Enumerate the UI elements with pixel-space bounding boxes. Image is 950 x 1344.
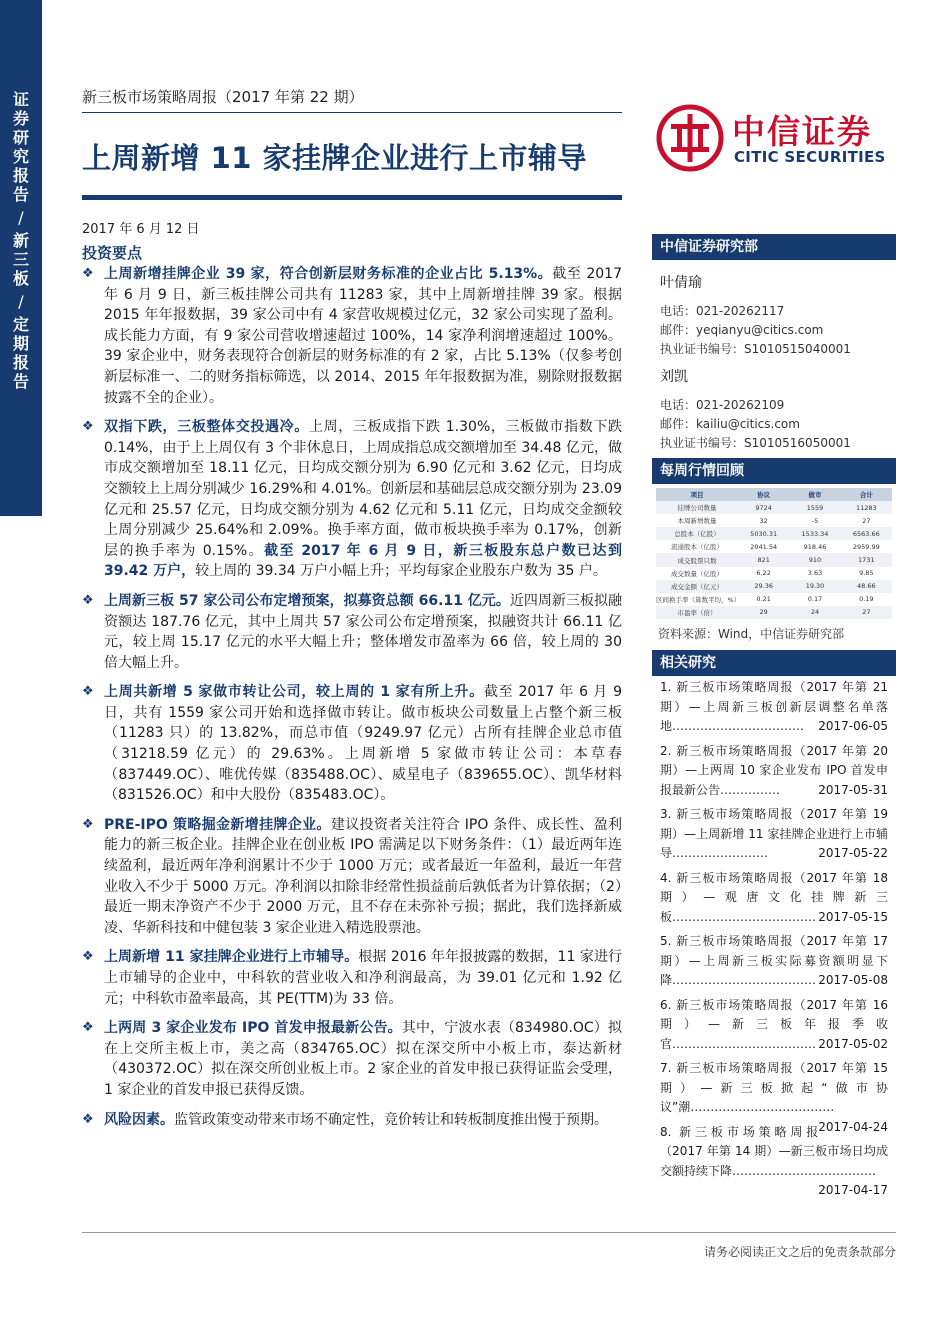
highlight-item (82, 417, 622, 582)
highlight-body: 监管政策变动带来市场不确定性，竞价转让和转板制度推出慢于预期。 (174, 1111, 608, 1128)
related-research-title: 5. 新三板市场策略周报（2017 年第 17 期）—上周新三板实际募资额明显下降……………………………… (660, 934, 888, 987)
related-research-list (660, 678, 888, 1201)
related-research-title: 1. 新三板市场策略周报（2017 年第 21 期）—上周新三板创新层调整名单落地…………………………… (660, 680, 888, 733)
table-header-cell: 协议 (738, 488, 789, 501)
analyst-block (660, 366, 904, 453)
table-row (656, 540, 892, 553)
table-row (656, 553, 892, 566)
table-cell: 910 (789, 553, 840, 566)
highlight-body: 根据 2016 年年报披露的数据，11 家进行上市辅导的企业中，中科软的营业收入和净利润最高，为 39.01 亿元和 1.92 亿元；中科软市盈率最高，其 PE(TTM)为 33 倍。 (104, 949, 623, 1007)
logo-english: CITIC SECURITIES (734, 148, 886, 166)
research-dept-header: 中信证券研究部 (652, 234, 896, 260)
highlight-lead: 双指下跌，三板整体交投遇冷。 (104, 419, 309, 436)
table-cell: 成交金额（亿元） (656, 580, 738, 593)
related-research-title: 6. 新三板市场策略周报（2017 年第 16 期）—新三板年报季收官……………………………… (660, 997, 888, 1051)
highlight-body: 截至 2017 年 6 月 9 日，新三板挂牌公司共有 11283 家，其中上周新增挂牌 39 家。根据 2015 年年报数据，39 家公司中有 4 家营收规模过亿元，32 家公司实现了盈利。成长能力方面，有 9 家公司营收增速超过 100%，14 家净利润增速超过 100%。39 家企业中，财务表现符合创新层的财务标准的有 2 家，占比 5.13%（仅参考创新层标准一、二的财务指标筛选，以 2014、2015 年年报数据为准，剔除财报数据披露不全的企业）。 (104, 266, 622, 406)
highlight-lead: 上周新三板 57 家公司公布定增预案，拟募资总额 66.11 亿元。 (104, 592, 510, 609)
analyst-email[interactable]: 邮件：kailiu@citics.com (660, 417, 800, 431)
highlight-body: 其中，宁波水表（834980.OC）拟在上交所主板上市，美之高（834765.OC）拟在深交所中小板上市，泰达新材（430372.OC）拟在深交所创业板上市。2 家企业的首发申报已获得证监会受理，1 家企业的首发申报已获得反馈。 (104, 1020, 622, 1098)
side-label-board: 新三板 (13, 231, 30, 288)
table-cell: 区间换手率（算数平均，%） (656, 595, 741, 604)
diamond-bullet-icon: ❖ (82, 1111, 94, 1127)
table-cell: 27 (862, 516, 871, 525)
analyst-name: 刘凯 (660, 369, 688, 385)
table-cell: 0.21 (756, 595, 771, 604)
related-research-title: 4. 新三板市场策略周报（2017 年第 18 期）—观唐文化挂牌新三板……………………………… (660, 870, 888, 924)
table-cell: 32 (759, 516, 768, 525)
side-separator: / (18, 208, 24, 227)
highlight-item (82, 1018, 622, 1100)
related-research-title: 2. 新三板市场策略周报（2017 年第 20 期）—上两周 10 家企业发布 IPO 首发申报最新公告…………… (660, 743, 888, 797)
analyst-name: 叶倩瑜 (660, 275, 702, 291)
table-cell: 成交股票只数 (656, 553, 738, 566)
highlight-body: 建议投资者关注符合 IPO 条件、成长性、盈利能力的新三板企业。挂牌企业在创业板 IPO 需满足以下财务条件：（1）最近两年连续盈利，最近两年净利润累计不少于 1000 万元；或者最近一年盈利，最近一年营业收入不少于 5000 万元。净利润以扣除非经常性损益前后孰低者为计算依据；（2）最近一期末净资产不少于 2000 万元，且不存在未弥补亏损；据此，我们选择新威凌、华新科技和中健包装 3 家企业进入精选股票池。 (104, 816, 622, 936)
highlight-lead: 上周共新增 5 家做市转让公司，较上周的 1 家有所上升。 (104, 684, 484, 701)
side-label-report-type: 证券研究报告 (13, 90, 30, 204)
analyst-phone: 电话：021-20262117 (660, 304, 785, 318)
diamond-bullet-icon: ❖ (82, 419, 94, 435)
related-research-title: 7. 新三板市场策略周报（2017 年第 15 期）—新三板掀起“做市协议”潮……………………………… (660, 1061, 888, 1114)
highlight-item (82, 591, 622, 673)
table-cell: 0.19 (859, 595, 874, 604)
table-cell: 1533.34 (789, 527, 840, 540)
highlight-lead: 上周新增挂牌企业 39 家，符合创新层财务标准的企业占比 5.13%。 (104, 266, 553, 282)
table-cell: 成交数量（亿股） (671, 569, 723, 578)
highlight-item (82, 264, 622, 408)
related-research-date: 2017-04-17 (818, 1183, 888, 1197)
table-cell: 19.30 (789, 580, 840, 593)
related-research-item[interactable] (660, 869, 888, 928)
weekly-review-header: 每周行情回顾 (652, 458, 896, 484)
logo-chinese: 中信证券 (732, 112, 872, 151)
related-research-title: 8. 新三板市场策略周报（2017 年第 14 期）—新三板市场日均成交额持续下降……………………………… (660, 1124, 888, 1178)
table-cell: 挂牌公司数量 (656, 501, 738, 514)
table-cell: 24 (789, 606, 840, 619)
table-row (656, 593, 892, 606)
highlight-body: 近四周新三板拟融资额达 187.76 亿元，其中上周共 57 家公司公布定增预案，拟融资共计 66.11 亿元，较上周 15.17 亿元的水平大幅上升；整体增发市盈率为 66 倍，较上周的 30 倍大幅上升。 (104, 592, 622, 671)
table-source-note: 资料来源：Wind，中信证券研究部 (658, 627, 845, 641)
highlight-lead: 风险因素。 (104, 1111, 174, 1128)
table-cell: 6563.66 (841, 527, 892, 540)
table-row (656, 527, 892, 540)
table-row (656, 606, 892, 619)
report-date: 2017 年 6 月 12 日 (82, 222, 200, 237)
diamond-bullet-icon: ❖ (82, 949, 94, 965)
table-cell: 29 (738, 606, 789, 619)
related-research-item[interactable] (660, 678, 888, 737)
table-cell: 9724 (738, 501, 789, 514)
table-cell: 9.85 (859, 569, 874, 578)
table-cell: 市盈率（倍） (656, 606, 738, 619)
diamond-bullet-icon: ❖ (82, 816, 94, 832)
highlight-lead: 上两周 3 家企业发布 IPO 首发申报最新公告。 (104, 1020, 402, 1037)
related-research-title: 3. 新三板市场策略周报（2017 年第 19 期）—上周新增 11 家挂牌企业进行上市辅导…………………… (660, 807, 888, 860)
analyst-phone: 电话：021-20262109 (660, 398, 785, 412)
table-cell: 本周新增数量 (677, 517, 717, 526)
investment-highlights-heading: 投资要点 (82, 244, 143, 262)
table-row (656, 501, 892, 514)
analyst-cert: 执业证书编号：S1010515040001 (660, 342, 851, 356)
table-cell: 821 (738, 553, 789, 566)
related-research-date: 2017-05-02 (818, 1036, 888, 1051)
side-labels (0, 90, 42, 391)
header-divider (82, 112, 622, 113)
table-cell: 29.36 (738, 580, 789, 593)
table-header-cell: 做市 (789, 488, 840, 501)
table-header-cell: 项目 (656, 488, 738, 501)
diamond-bullet-icon: ❖ (82, 266, 94, 281)
related-research-item[interactable] (660, 1059, 888, 1134)
table-cell: 2041.54 (750, 542, 778, 551)
footer-divider (82, 1232, 896, 1233)
diamond-bullet-icon: ❖ (82, 1020, 94, 1036)
highlight-emphasis: 截至 2017 年 6 月 9 日，新三板股东总户数已达到 39.42 万户， (104, 542, 622, 580)
related-research-date: 2017-05-22 (818, 846, 888, 860)
side-separator: / (18, 292, 24, 311)
table-cell: 1559 (789, 501, 840, 514)
table-cell: 11283 (841, 501, 892, 514)
analyst-cert: 执业证书编号：S1010516050001 (660, 436, 851, 450)
table-header-row (656, 488, 892, 501)
related-research-date: 2017-05-31 (818, 782, 888, 797)
report-series-subtitle: 新三板市场策略周报（2017 年第 22 期） (82, 88, 364, 106)
diamond-bullet-icon: ❖ (82, 684, 94, 700)
related-research-date: 2017-05-15 (818, 909, 888, 924)
table-header-cell: 合计 (841, 488, 892, 501)
highlight-body: 上周，三板成指下跌 1.30%，三板做市指数下跌 0.14%，由于上上周仅有 3 个非休息日，上周成指总成交额增加至 34.48 亿元，做市成交额增加至 18.11 亿元，日均成交额分别为 6.90 亿元和 3.62 亿元，日均成交额较上上周分别减少 16.29%和 4.01%。创新层和基础层总成交额分别为 23.09 亿元和 25.57 亿元，日均成交额分别为 4.62 亿元和 5.11 亿元，日均成交金额较上周分别减少 25.64%和 2.09%。换手率方面，做市板块换手率为 0.17%，创新层的换手率为 0.15%。 (104, 419, 622, 559)
highlight-item (82, 1110, 622, 1131)
highlight-lead: 上周新增 11 家挂牌企业进行上市辅导。 (104, 949, 359, 966)
related-research-date: 2017-05-08 (818, 973, 888, 987)
table-cell: 总股本（亿股） (656, 527, 738, 540)
related-research-item[interactable] (660, 742, 888, 801)
table-cell: 流通股本（亿股） (671, 543, 723, 552)
highlight-item (82, 682, 622, 806)
table-cell: 27 (841, 606, 892, 619)
related-research-item[interactable] (660, 805, 888, 864)
highlight-body-cont: 较上周的 39.34 万户小幅上升；平均每家企业股东户数为 35 户。 (195, 563, 607, 580)
table-cell: 5030.31 (738, 527, 789, 540)
analyst-block (660, 272, 904, 359)
table-cell: -5 (811, 516, 819, 525)
citic-emblem-icon (656, 104, 724, 172)
table-cell: 1731 (841, 553, 892, 566)
table-cell: 3.63 (807, 569, 823, 578)
side-label-periodic: 定期报告 (13, 315, 30, 391)
table-cell: 6.22 (756, 569, 771, 578)
highlight-lead: PRE-IPO 策略掘金新增挂牌企业。 (104, 816, 331, 833)
weekly-review-table (656, 488, 892, 619)
related-research-item[interactable] (660, 932, 888, 991)
table-cell: 918.46 (803, 542, 827, 551)
highlight-item (82, 815, 622, 939)
highlight-body: 截至 2017 年 6 月 9 日，共有 1559 家公司开始和选择做市转让。做市板块公司数量上占整个新三板（11283 只）的 13.82%，而总市值（9249.97 亿元）占所有挂牌企业总市值（31218.59 亿元）的 29.63%。上周新增 5 家做市转让公司：本草春（837449.OC）、唯优传媒（835488.OC）、威星电子（839655.OC）、凯华材料（831526.OC）和中大股份（835483.OC）。 (104, 684, 622, 804)
page-title: 上周新增 11 家挂牌企业进行上市辅导 (82, 141, 588, 175)
related-research-date: 2017-06-05 (818, 719, 888, 733)
table-row (656, 514, 892, 527)
diamond-bullet-icon: ❖ (82, 592, 94, 608)
table-cell: 48.66 (841, 580, 892, 593)
table-cell: 2959.99 (852, 542, 880, 551)
investment-highlights (82, 264, 622, 1139)
disclaimer-note: 请务必阅读正文之后的免责条款部分 (703, 1245, 896, 1259)
highlight-item (82, 947, 622, 1009)
related-research-item[interactable] (660, 996, 888, 1055)
analyst-email[interactable]: 邮件：yeqianyu@citics.com (660, 323, 824, 337)
table-row (656, 567, 892, 580)
citic-logo (656, 104, 896, 174)
related-research-date: 2017-04-24 (818, 1119, 888, 1134)
table-row (656, 580, 892, 593)
title-divider (82, 195, 622, 200)
related-research-header: 相关研究 (652, 650, 896, 676)
table-cell: 0.17 (807, 595, 823, 604)
